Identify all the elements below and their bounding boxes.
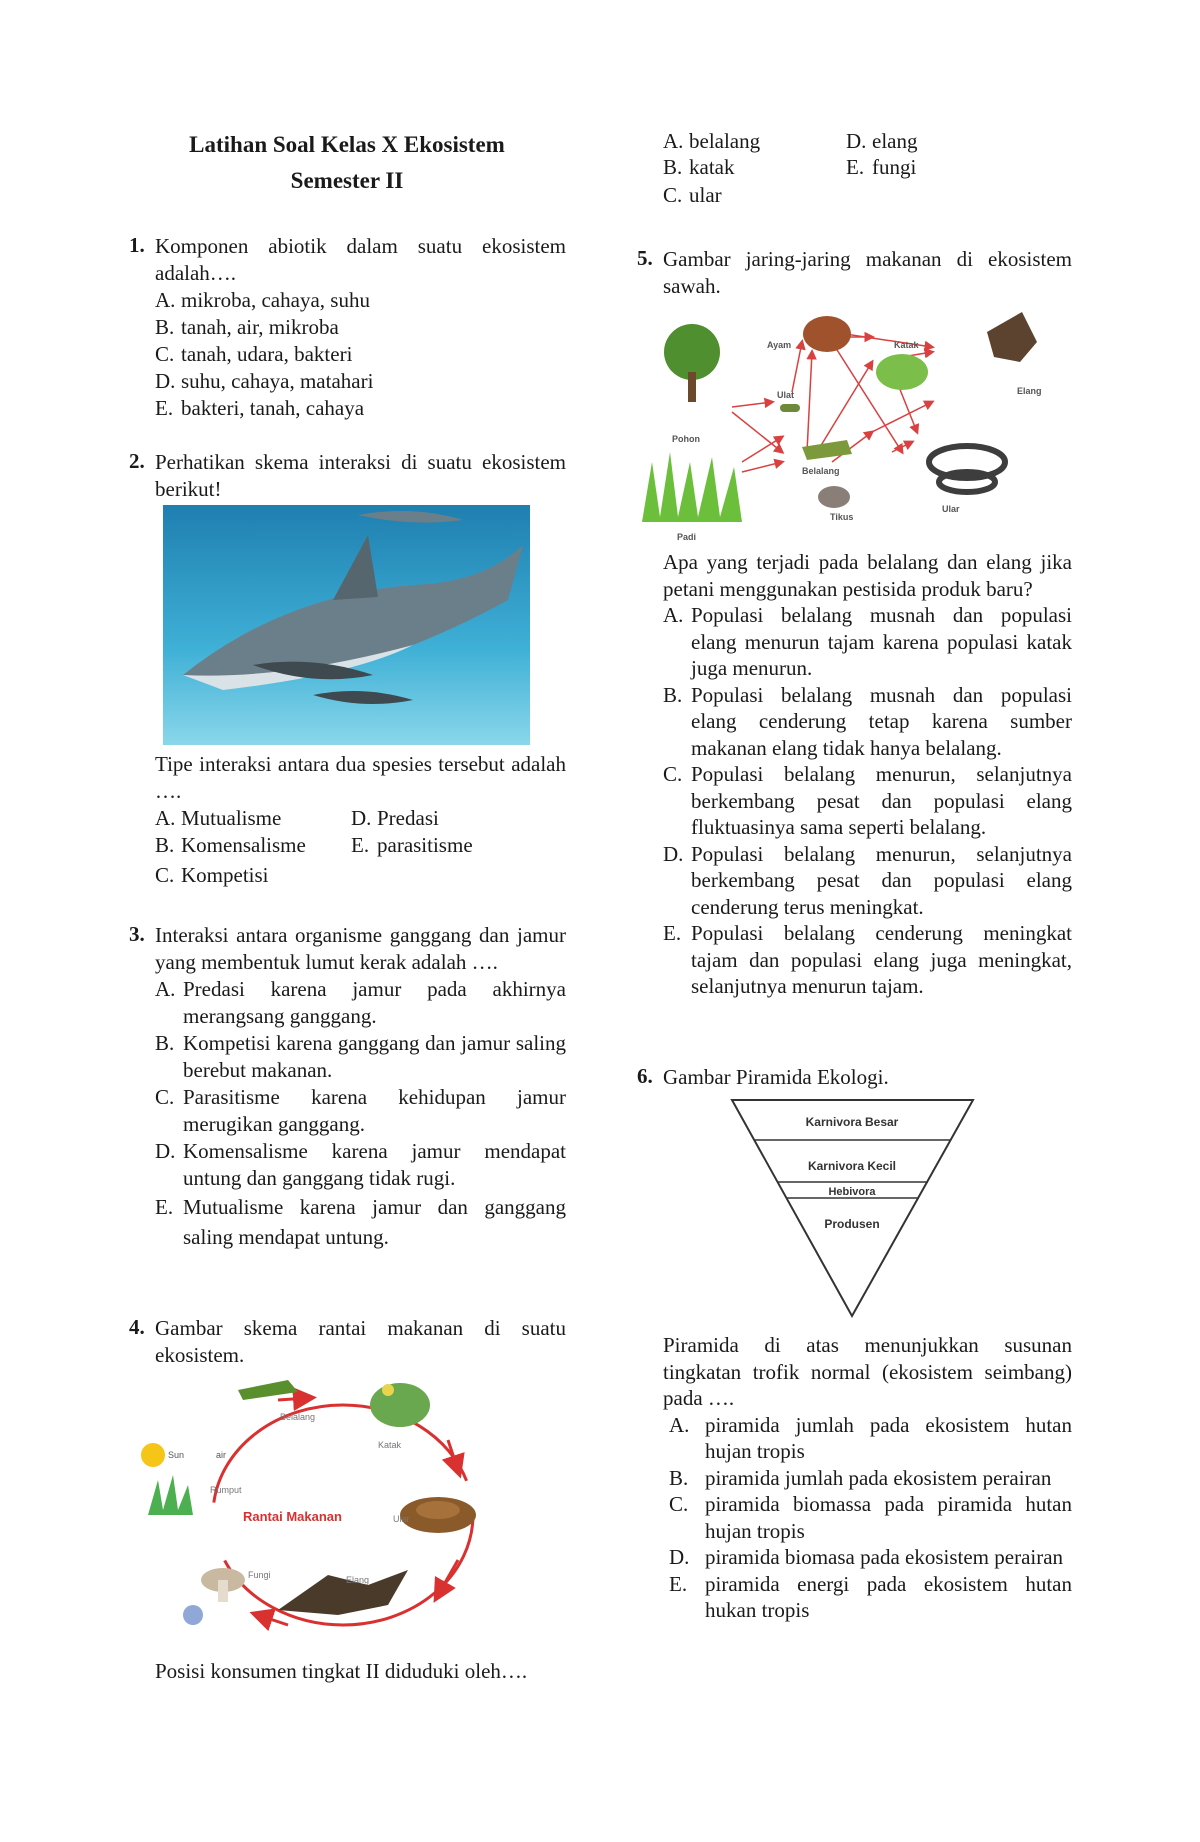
grasshopper-icon [238, 1380, 298, 1400]
question-number: 1. [129, 233, 145, 257]
question-prompt: Tipe interaksi antara dua spesies tersebut adalah …. [155, 752, 566, 803]
microbe-icon [183, 1605, 203, 1625]
option-text: tanah, udara, bakteri [181, 342, 353, 366]
option-text: Mutualisme karena jamur dan ganggang saling mendapat untung. [183, 1195, 566, 1249]
option-a[interactable] [155, 805, 351, 832]
option-text: Predasi karena jamur pada akhirnya merangsang ganggang. [183, 977, 566, 1028]
option-d[interactable] [846, 128, 1046, 154]
option-text: Komensalisme [181, 833, 306, 857]
option-letter: B. [155, 833, 175, 857]
option-c[interactable] [155, 341, 566, 368]
option-a[interactable] [155, 976, 566, 1030]
option-e[interactable] [663, 1571, 1072, 1624]
option-letter: A. [155, 977, 176, 1001]
label-katak: Katak [894, 340, 919, 350]
question-prompt: Piramida di atas menunjukkan susunan tingkatan trofik normal (ekosistem seimbang) pada …. [663, 1333, 1072, 1410]
option-text: fungi [872, 155, 917, 179]
option-text: bakteri, tanah, cahaya [181, 396, 365, 420]
option-a[interactable] [663, 602, 1072, 682]
pyramid-outline [732, 1100, 973, 1316]
option-letter: C. [155, 342, 175, 366]
option-letter: D. [351, 806, 372, 830]
label-ayam: Ayam [767, 340, 792, 350]
option-text: tanah, air, mikroba [181, 315, 339, 339]
option-c[interactable] [663, 1491, 1072, 1544]
question-prompt: Apa yang terjadi pada belalang dan elang jika petani menggunakan pestisida produk baru? [663, 550, 1072, 601]
grass-icon [148, 1475, 193, 1515]
question-text: Perhatikan skema interaksi di suatu ekosistem berikut! [155, 450, 566, 501]
option-letter: A. [663, 603, 684, 627]
tree-trunk [688, 372, 696, 402]
question-number: 2. [129, 449, 145, 473]
option-text: belalang [689, 129, 761, 153]
question-1 [129, 233, 566, 422]
option-d[interactable] [351, 805, 571, 832]
option-c[interactable] [663, 761, 1072, 841]
question-6 [637, 1064, 1072, 1091]
question-number: 4. [129, 1315, 145, 1339]
question-4 [129, 1315, 566, 1369]
label-fungi: Fungi [248, 1570, 271, 1580]
option-letter: D. [663, 841, 684, 866]
option-b[interactable] [155, 832, 351, 859]
option-b[interactable] [155, 1030, 566, 1084]
eagle-icon [278, 1570, 408, 1615]
option-b[interactable] [663, 682, 1072, 762]
option-letter: C. [155, 863, 175, 887]
option-text: Komensalisme karena jamur mendapat untung dan ganggang tidak rugi. [183, 1139, 566, 1190]
option-letter: C. [663, 762, 683, 786]
title-line-1: Latihan Soal Kelas X Ekosistem [189, 132, 505, 157]
snake-coil [939, 472, 995, 492]
pyramid-level-4: Produsen [824, 1217, 880, 1231]
option-text: Populasi belalang menurun, selanjutnya berkembang pesat dan populasi elang fluktuasinya sama seperti belalang. [691, 762, 1072, 839]
option-text: Parasitisme karena kehidupan jamur merugikan ganggang. [183, 1085, 566, 1136]
question-prompt: Posisi konsumen tingkat II diduduki oleh…. [155, 1659, 528, 1683]
option-e[interactable] [663, 920, 1072, 1000]
option-text: suhu, cahaya, matahari [181, 369, 374, 393]
question-number: 3. [129, 922, 145, 946]
option-a[interactable] [663, 128, 846, 154]
option-letter: C. [669, 1492, 689, 1516]
question-4-options [663, 128, 1063, 210]
option-letter: A. [155, 806, 176, 830]
option-c[interactable] [155, 1084, 566, 1138]
mushroom-stem [218, 1580, 228, 1602]
label-belalang: Belalang [280, 1412, 316, 1422]
option-letter: B. [663, 682, 683, 707]
option-text: piramida biomassa pada piramida hutan hujan tropis [705, 1492, 1072, 1543]
option-letter: B. [155, 315, 175, 339]
label-elang: Elang [1017, 386, 1042, 396]
option-letter: D. [846, 129, 867, 153]
option-a[interactable] [155, 287, 566, 314]
label-sun: Sun [168, 1450, 185, 1460]
option-letter: E. [669, 1571, 688, 1596]
page-title [128, 127, 566, 199]
option-text: piramida jumlah pada ekosistem perairan [705, 1465, 1052, 1490]
arrow-elang-fungi [258, 1615, 288, 1625]
option-text: piramida biomasa pada ekosistem perairan [705, 1545, 1064, 1569]
option-letter: E. [351, 833, 370, 857]
option-text: Predasi [377, 806, 439, 830]
option-letter: D. [155, 1139, 176, 1163]
pyramid-level-2: Karnivora Kecil [807, 1159, 897, 1173]
option-letter: B. [669, 1465, 689, 1490]
option-text: piramida energi pada ekosistem hutan hukan tropis [705, 1571, 1072, 1622]
option-d[interactable] [155, 368, 566, 395]
frog-icon [370, 1383, 430, 1427]
option-d[interactable] [663, 841, 1072, 921]
label-belalang: Belalang [802, 466, 840, 476]
option-text: katak [689, 155, 735, 179]
title-line-2: Semester II [290, 168, 404, 193]
ecological-pyramid [730, 1098, 975, 1318]
option-d[interactable] [663, 1544, 1072, 1571]
option-text: elang [872, 129, 918, 153]
option-text: Populasi belalang cenderung meningkat tajam dan populasi elang juga meningkat, selanjutnya menurun tajam. [691, 921, 1072, 998]
option-letter: B. [663, 155, 683, 179]
question-text: Komponen abiotik dalam suatu ekosistem adalah…. [155, 234, 566, 285]
option-letter: C. [155, 1085, 175, 1109]
arrow-belalang-katak [278, 1398, 308, 1400]
option-text: Kompetisi karena ganggang dan jamur saling berebut makanan. [183, 1031, 566, 1082]
sun-icon [141, 1443, 165, 1467]
caterpillar-icon [780, 404, 800, 412]
chicken-icon [803, 316, 851, 352]
eagle-icon [987, 312, 1037, 362]
option-letter: A. [663, 129, 684, 153]
question-text: Gambar Piramida Ekologi. [663, 1065, 889, 1089]
question-number: 5. [637, 246, 653, 270]
option-letter: D. [155, 369, 176, 393]
option-letter: D. [669, 1545, 690, 1569]
option-c[interactable] [663, 180, 846, 210]
question-text: Interaksi antara organisme ganggang dan jamur yang membentuk lumut kerak adalah …. [155, 923, 566, 974]
option-text: Populasi belalang musnah dan populasi elang cenderung tetap karena sumber makanan elang tidak hanya belalang. [691, 682, 1072, 760]
option-letter: B. [155, 1031, 175, 1055]
pyramid-level-3: Hebivora [828, 1186, 876, 1198]
option-b[interactable] [155, 314, 566, 341]
label-rumput: Rumput [210, 1485, 242, 1495]
arrow-katak-ular [448, 1440, 458, 1470]
snake-coil [416, 1501, 460, 1519]
label-air: air [216, 1450, 227, 1460]
question-5 [637, 246, 1072, 300]
label-katak: Katak [378, 1440, 402, 1450]
option-text: Kompetisi [181, 863, 269, 887]
pyramid-level-1: Karnivora Besar [805, 1115, 899, 1129]
question-2-options [155, 751, 566, 889]
label-ular: Ular [393, 1514, 410, 1524]
question-text: Gambar skema rantai makanan di suatu ekosistem. [155, 1316, 566, 1367]
option-letter: C. [663, 183, 683, 207]
option-d[interactable] [155, 1138, 566, 1192]
option-letter: E. [663, 921, 682, 945]
question-text: Gambar jaring-jaring makanan di ekosistem sawah. [663, 247, 1072, 298]
option-b[interactable] [663, 1465, 1072, 1492]
rice-icon [642, 452, 742, 522]
option-letter: E. [846, 155, 865, 179]
option-text: ular [689, 183, 722, 207]
option-a[interactable] [663, 1412, 1072, 1465]
label-rantai-makanan: Rantai Makanan [243, 1509, 342, 1524]
option-c[interactable] [155, 862, 351, 889]
food-chain-diagram [138, 1370, 518, 1640]
option-e[interactable] [155, 395, 566, 422]
shark-remora-image [163, 505, 530, 745]
option-letter: A. [155, 288, 176, 312]
food-web-diagram [642, 312, 1062, 544]
question-5-prompt [663, 549, 1072, 1000]
option-letter: A. [669, 1412, 690, 1437]
question-4-prompt [155, 1658, 566, 1685]
question-3 [129, 922, 566, 1252]
arrow-ular-elang [438, 1560, 458, 1595]
label-ulat: Ulat [777, 390, 795, 400]
frog-eye [382, 1384, 394, 1396]
question-number: 6. [637, 1064, 653, 1088]
option-text: Mutualisme [181, 806, 282, 830]
grasshopper-icon [802, 440, 852, 460]
option-text: piramida jumlah pada ekosistem hutan hujan tropis [705, 1412, 1072, 1463]
option-letter: E. [155, 396, 174, 420]
option-text: parasitisme [377, 833, 473, 857]
option-letter: E. [155, 1195, 174, 1219]
label-padi: Padi [677, 532, 697, 542]
frog-icon [876, 354, 928, 390]
label-pohon: Pohon [672, 434, 700, 444]
option-text: Populasi belalang musnah dan populasi elang menurun tajam karena populasi katak juga menurun. [691, 603, 1072, 680]
mouse-icon [818, 486, 850, 508]
label-ular: Ular [942, 504, 960, 514]
question-2 [129, 449, 566, 503]
question-6-prompt [663, 1332, 1072, 1624]
option-e[interactable] [846, 154, 1046, 180]
tree-icon [664, 324, 720, 380]
option-text: mikroba, cahaya, suhu [181, 288, 370, 312]
option-text: Populasi belalang menurun, selanjutnya berkembang pesat dan populasi elang cenderung terus meningkat. [691, 841, 1072, 919]
label-elang: Elang [346, 1575, 370, 1585]
label-tikus: Tikus [830, 512, 854, 522]
option-b[interactable] [663, 154, 846, 180]
option-e[interactable] [351, 832, 571, 859]
option-e[interactable] [155, 1192, 566, 1252]
